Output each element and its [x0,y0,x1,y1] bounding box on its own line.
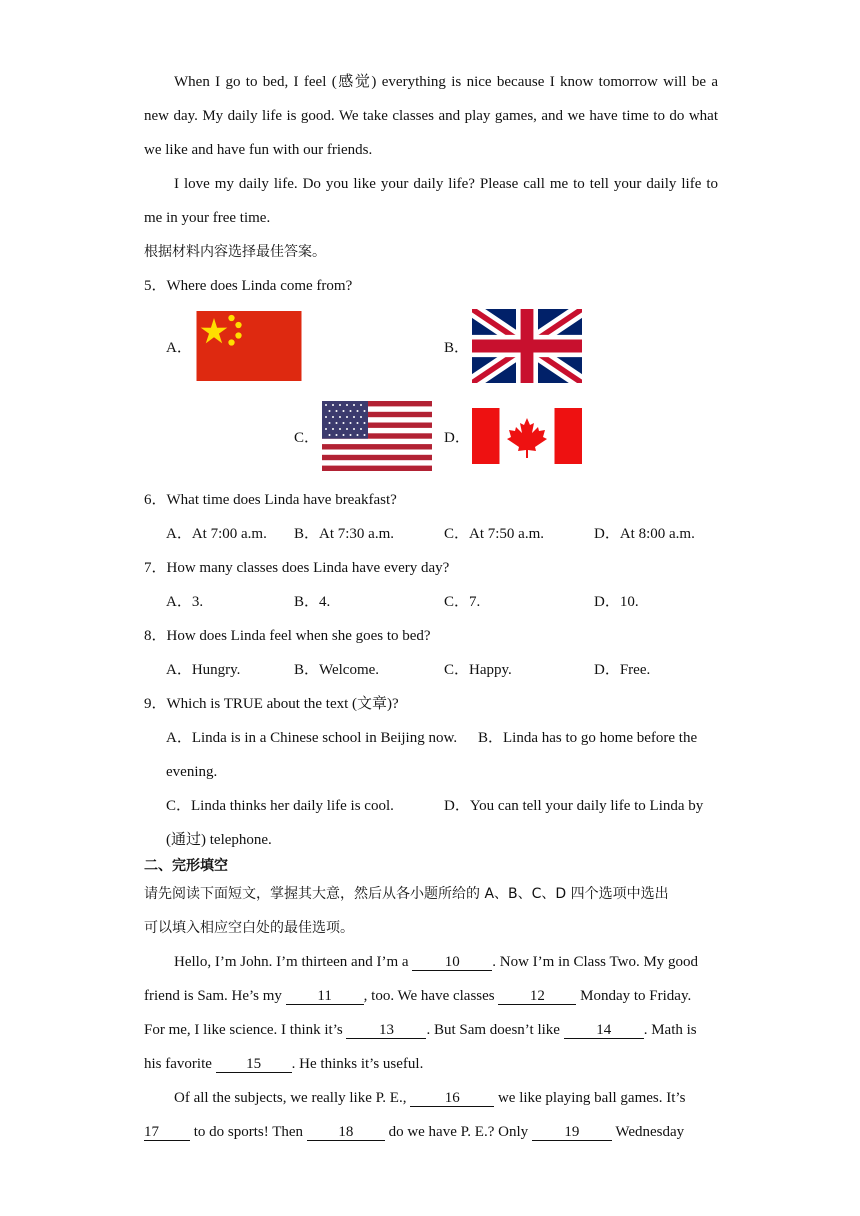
cloze-blank-16[interactable]: 16 [410,1090,494,1107]
cloze-blank-11[interactable]: 11 [286,988,364,1005]
question-7-stem: 7．How many classes does Linda have every day? [144,560,450,576]
q6-option-c[interactable]: C．At 7:50 a.m. [444,526,544,542]
q9-option-d-continued[interactable]: (通过) telephone. [166,832,272,848]
q9-option-b[interactable]: B．Linda has to go home before the [478,730,698,746]
cloze-line: 17 to do sports! Then 18 do we have P. E.? Only 19 Wednesday [144,1124,685,1140]
cloze-blank-19[interactable]: 19 [532,1124,612,1141]
q5-option-b-label[interactable]: B． [444,340,470,356]
reading-instruction: 根据材料内容选择最佳答案。 [144,244,326,260]
section-heading: 二、完形填空 [144,858,228,874]
q5-option-a-label[interactable]: A． [166,340,192,356]
passage-line: we like and have fun with our friends. [144,142,373,158]
question-8-stem: 8．How does Linda feel when she goes to bed? [144,628,431,644]
q9-option-a[interactable]: A．Linda is in a Chinese school in Beijing now. [166,730,458,746]
cloze-blank-17[interactable]: 17 [144,1124,190,1141]
q5-option-d-label[interactable]: D． [444,430,470,446]
cloze-line: his favorite 15 . He thinks it’s useful. [144,1056,424,1072]
cloze-blank-15[interactable]: 15 [216,1056,292,1073]
q5-option-c-label[interactable]: C． [294,430,320,446]
passage-line: I love my daily life. Do you like your daily life? Please call me to tell your daily life to [174,176,718,192]
cloze-blank-10[interactable]: 10 [412,954,492,971]
cloze-line: friend is Sam. He’s my 11 , too. We have classes 12 Monday to Friday. [144,988,692,1004]
cloze-line: For me, I like science. I think it’s 13 . But Sam doesn’t like 14 . Math is [144,1022,697,1038]
q9-option-d[interactable]: D．You can tell your daily life to Linda by [444,798,704,814]
cloze-line: Of all the subjects, we really like P. E., 16 we like playing ball games. It’s [174,1090,686,1106]
q8-option-c[interactable]: C．Happy. [444,662,512,678]
q9-option-c[interactable]: C．Linda thinks her daily life is cool. [166,798,394,814]
cloze-blank-13[interactable]: 13 [346,1022,426,1039]
cloze-blank-14[interactable]: 14 [564,1022,644,1039]
usa-flag-icon[interactable] [322,401,432,471]
cloze-blank-18[interactable]: 18 [307,1124,385,1141]
q7-option-a[interactable]: A．3. [166,594,204,610]
q7-option-d[interactable]: D．10. [594,594,639,610]
uk-flag-icon[interactable] [472,309,582,383]
cloze-blank-12[interactable]: 12 [498,988,576,1005]
section-directions: 请先阅读下面短文，掌握其大意，然后从各小题所给的 A、B、C、D 四个选项中选出 [144,886,669,902]
q7-option-b[interactable]: B．4. [294,594,331,610]
canada-flag-icon[interactable] [472,408,582,464]
cloze-line: Hello, I’m John. I’m thirteen and I’m a 10 . Now I’m in Class Two. My good [174,954,699,970]
passage-line: me in your free time. [144,210,271,226]
question-6-stem: 6．What time does Linda have breakfast? [144,492,397,508]
q8-option-b[interactable]: B．Welcome. [294,662,380,678]
q8-option-a[interactable]: A．Hungry. [166,662,241,678]
passage-line: new day. My daily life is good. We take classes and play games, and we have time to do what [144,108,718,124]
q8-option-d[interactable]: D．Free. [594,662,651,678]
section-directions: 可以填入相应空白处的最佳选项。 [144,920,354,936]
q6-option-a[interactable]: A．At 7:00 a.m. [166,526,267,542]
passage-line: When I go to bed, I feel (感觉) everything is nice because I know tomorrow will be a [174,74,718,90]
question-9-stem: 9．Which is TRUE about the text (文章)? [144,696,399,712]
question-5-stem: 5．Where does Linda come from? [144,278,353,294]
q9-option-b-continued[interactable]: evening. [166,764,218,780]
q7-option-c[interactable]: C．7. [444,594,481,610]
q6-option-d[interactable]: D．At 8:00 a.m. [594,526,695,542]
china-flag-icon[interactable] [195,311,303,381]
q6-option-b[interactable]: B．At 7:30 a.m. [294,526,394,542]
